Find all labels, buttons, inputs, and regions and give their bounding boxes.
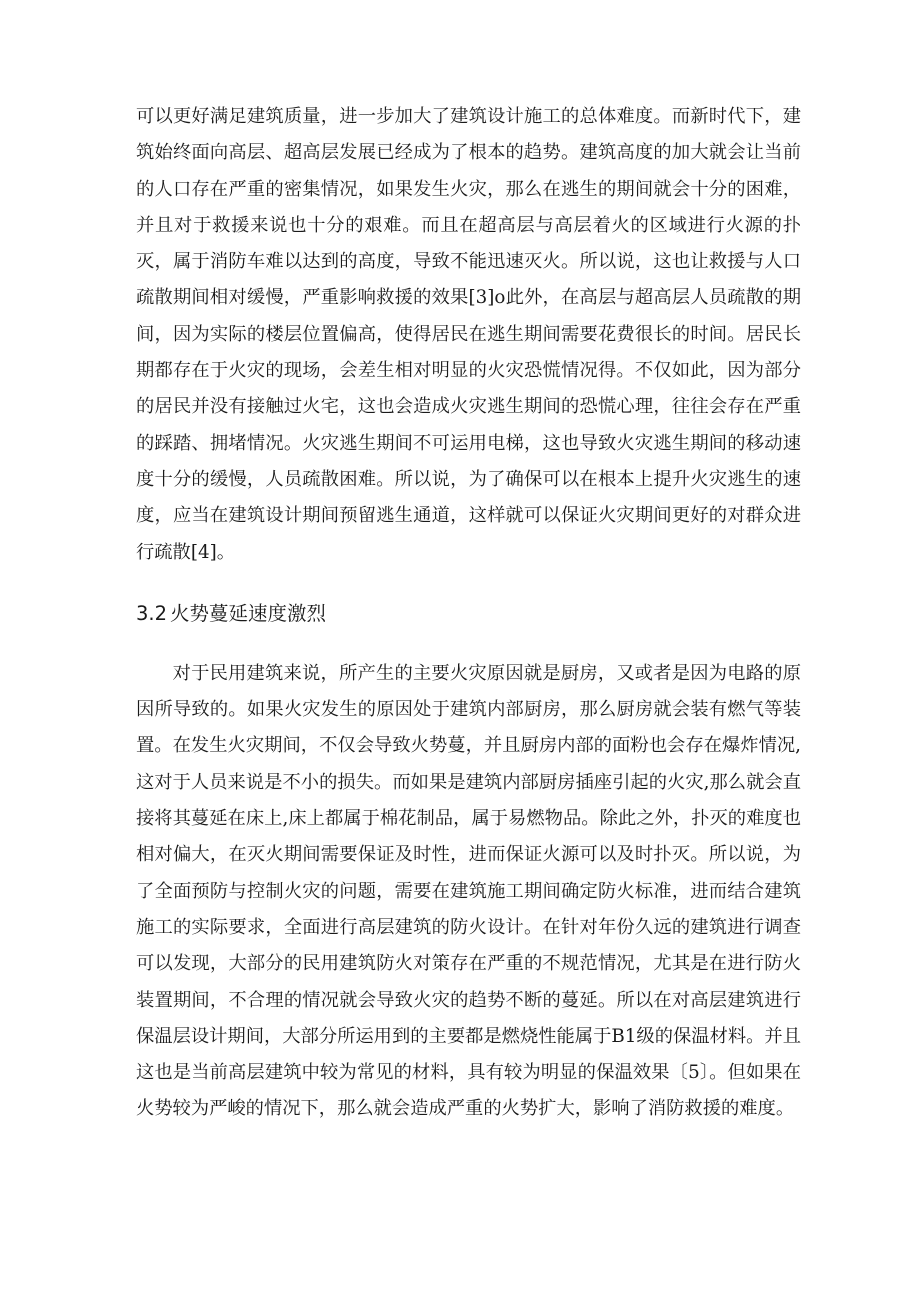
paragraph-continued: 可以更好满足建筑质量，进一步加大了建筑设计施工的总体难度。而新时代下，建筑始终面向高层、超高层发展已经成为了根本的趋势。建筑高度的加大就会让当前的人口存在严重的密集情况，如果发生火灾，那么在逃生的期间就会十分的困难，并且对于救援来说也十分的艰难。而且在超高层与高层着火的区域进行火源的扑灭，属于消防车难以达到的高度，导致不能迅速灭火。所以说，这也让救援与人口疏散期间相对缓慢，严重影响救援的效果[3]o此外，在高层与超高层人员疏散的期间，因为实际的楼层位置偏高，使得居民在逃生期间需要花费很长的时间。居民长期都存在于火灾的现场，会差生相对明显的火灾恐慌情况得。不仅如此，因为部分的居民并没有接触过火宅，这也会造成火灾逃生期间的恐慌心理，往往会存在严重的踩踏、拥堵情况。火灾逃生期间不可运用电梯，这也导致火灾逃生期间的移动速度十分的缓慢，人员疏散困难。所以说，为了确保可以在根本上提升火灾逃生的速度，应当在建筑设计期间预留逃生通道，这样就可以保证火灾期间更好的对群众进行疏散[4]。 xyxy=(136,106,801,563)
document-body xyxy=(136,99,801,1128)
section-number: 3.2 xyxy=(136,601,168,625)
paragraph-fire-spread: 对于民用建筑来说，所产生的主要火灾原因就是厨房，又或者是因为电路的原因所导致的。如果火灾发生的原因处于建筑内部厨房，那么厨房就会装有燃气等装置。在发生火灾期间，不仅会导致火势蔓，并且厨房内部的面粉也会存在爆炸情况,这对于人员来说是不小的损失。而如果是建筑内部厨房插座引起的火灾,那么就会直接将其蔓延在床上,床上都属于棉花制品，属于易燃物品。除此之外，扑灭的难度也相对偏大，在灭火期间需要保证及时性，进而保证火源可以及时扑灭。所以说，为了全面预防与控制火灾的问题，需要在建筑施工期间确定防火标准，进而结合建筑施工的实际要求，全面进行高层建筑的防火设计。在针对年份久远的建筑进行调查可以发现，大部分的民用建筑防火对策存在严重的不规范情况，尤其是在进行防火装置期间，不合理的情况就会导致火灾的趋势不断的蔓延。所以在对高层建筑进行保温层设计期间，大部分所运用到的主要都是燃烧性能属于B1级的保温材料。并且这也是当前高层建筑中较为常见的材料，具有较为明显的保温效果〔5〕。但如果在火势较为严峻的情况下，那么就会造成严重的火势扩大，影响了消防救援的难度。 xyxy=(136,662,801,1120)
section-heading xyxy=(136,601,801,627)
section-title: 火势蔓延速度激烈 xyxy=(170,601,327,625)
